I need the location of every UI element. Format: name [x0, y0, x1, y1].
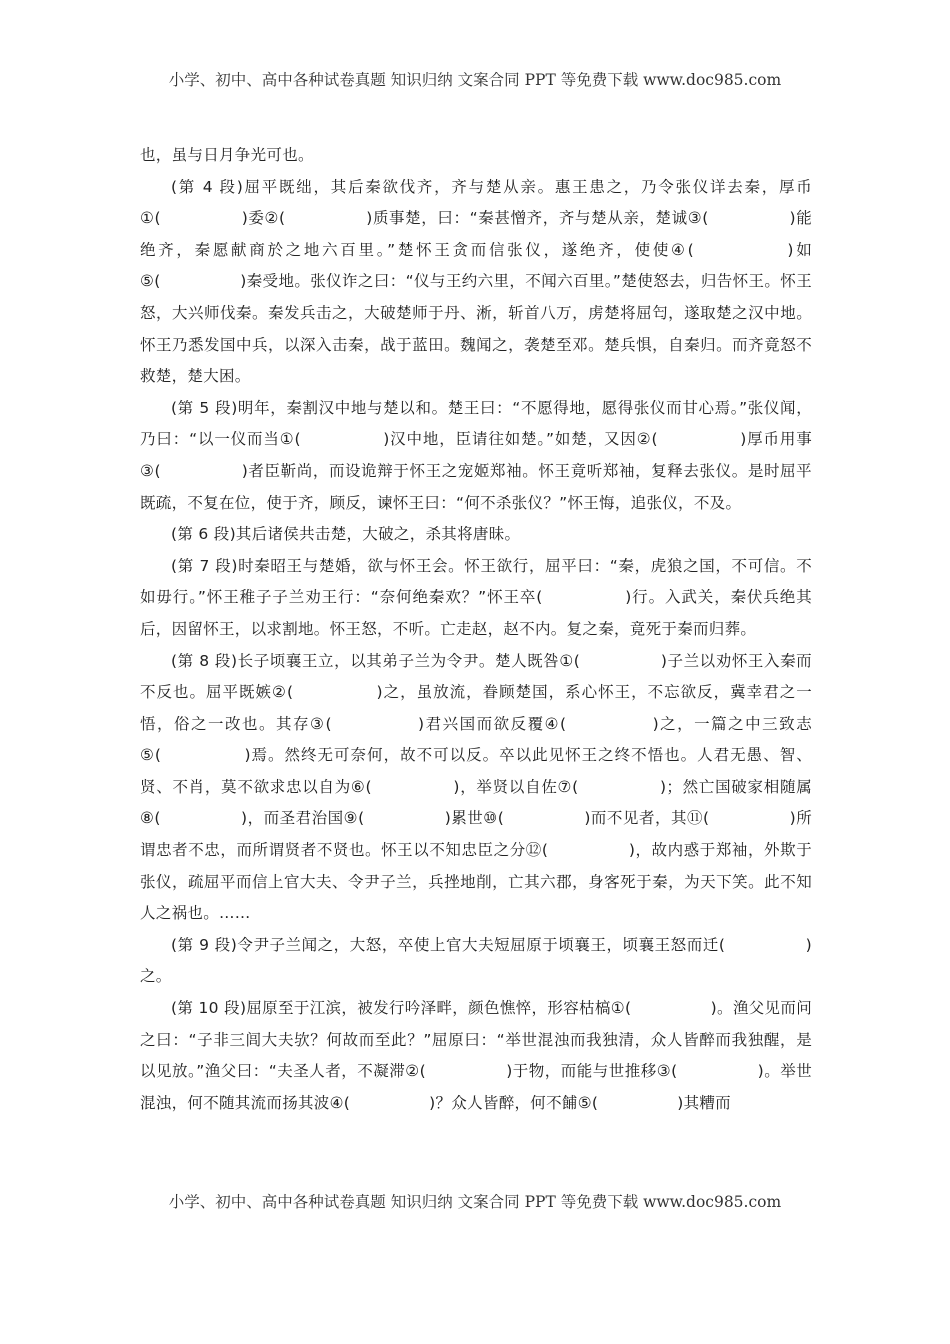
paragraph-4: (第 4 段)屈平既绌，其后秦欲伐齐，齐与楚从亲。惠王患之，乃令张仪详去秦，厚币①( )委②( )质事楚，曰：“秦甚憎齐，齐与楚从亲，楚诚③( )能绝齐，秦愿献商於之地六百里。”楚怀王贪而信张仪，遂绝齐，使使④( )如⑤( )秦受地。张仪诈之曰：“仪与王约六里，不闻六百里。”楚使怒去，归告怀王。怀王怒，大兴师伐秦。秦发兵击之，大破楚师于丹、淅，斩首八万，虏楚将屈匄，遂取楚之汉中地。怀王乃悉发国中兵，以深入击秦，战于蓝田。魏闻之，袭楚至邓。楚兵惧，自秦归。而齐竟怒不救楚，楚大困。 [140, 177, 812, 386]
paragraph-7: (第 7 段)时秦昭王与楚婚，欲与怀王会。怀王欲行，屈平曰：“秦，虎狼之国，不可信。不如毋行。”怀王稚子子兰劝王行：“奈何绝秦欢？”怀王卒( )行。入武关，秦伏兵绝其后，因留怀王，以求割地。怀王怒，不听。亡走赵，赵不内。复之秦，竟死于秦而归葬。 [140, 556, 812, 638]
paragraph-9: (第 9 段)令尹子兰闻之，大怒，卒使上官大夫短屈原于顷襄王，顷襄王怒而迁( )之。 [140, 935, 812, 986]
paragraph-10: (第 10 段)屈原至于江滨，被发行吟泽畔，颜色憔悴，形容枯槁①( )。渔父见而问之曰：“子非三闾大夫欤？何故而至此？”屈原曰：“举世混浊而我独清，众人皆醉而我独醒，是以见放。”渔父曰：“夫圣人者，不凝滞②( )于物，而能与世推移③( )。举世混浊，何不随其流而扬其波④( )？众人皆醉，何不餔⑤( )其糟而 [140, 999, 812, 1112]
paragraph-6: (第 6 段)其后诸侯共击楚，大破之，杀其将唐昧。 [171, 525, 521, 544]
paragraph-8: (第 8 段)长子顷襄王立，以其弟子兰为令尹。楚人既咎①( )子兰以劝怀王入秦而不反也。屈平既嫉②( )之，虽放流，眷顾楚国，系心怀王，不忘欲反，冀幸君之一悟，俗之一改也。其存③( )君兴国而欲反覆④( )之，一篇之中三致志⑤( )焉。然终无可奈何，故不可以反。卒以此见怀王之终不悟也。人君无愚、智、贤、不肖，莫不欲求忠以自为⑥( )，举贤以自佐⑦( )；然亡国破家相随属⑧( )，而圣君治国⑨( )累世⑩( )而不见者，其⑪( )所谓忠者不忠，而所谓贤者不贤也。怀王以不知忠臣之分⑫( )，故内惑于郑袖，外欺于张仪，疏屈平而信上官大夫、令尹子兰，兵挫地削，亡其六郡，身客死于秦，为天下笑。此不知人之祸也。…… [140, 651, 812, 923]
paragraph-continuation: 也，虽与日月争光可也。 [140, 146, 314, 164]
page-footer: 小学、初中、高中各种试卷真题 知识归纳 文案合同 PPT 等免费下载 www.doc985.com [168, 1193, 782, 1211]
document-body [140, 140, 812, 1119]
paragraph-5: (第 5 段)明年，秦割汉中地与楚以和。楚王曰：“不愿得地，愿得张仪而甘心焉。”张仪闻，乃曰：“以一仪而当①( )汉中地，臣请往如楚。”如楚，又因②( )厚币用事③( )者臣靳尚，而设诡辩于怀王之宠姬郑袖。怀王竟听郑袖，复释去张仪。是时屈平既疏，不复在位，使于齐，顾反，谏怀王曰：“何不杀张仪？”怀王悔，追张仪，不及。 [140, 398, 812, 512]
page-header: 小学、初中、高中各种试卷真题 知识归纳 文案合同 PPT 等免费下载 www.doc985.com [168, 71, 782, 89]
